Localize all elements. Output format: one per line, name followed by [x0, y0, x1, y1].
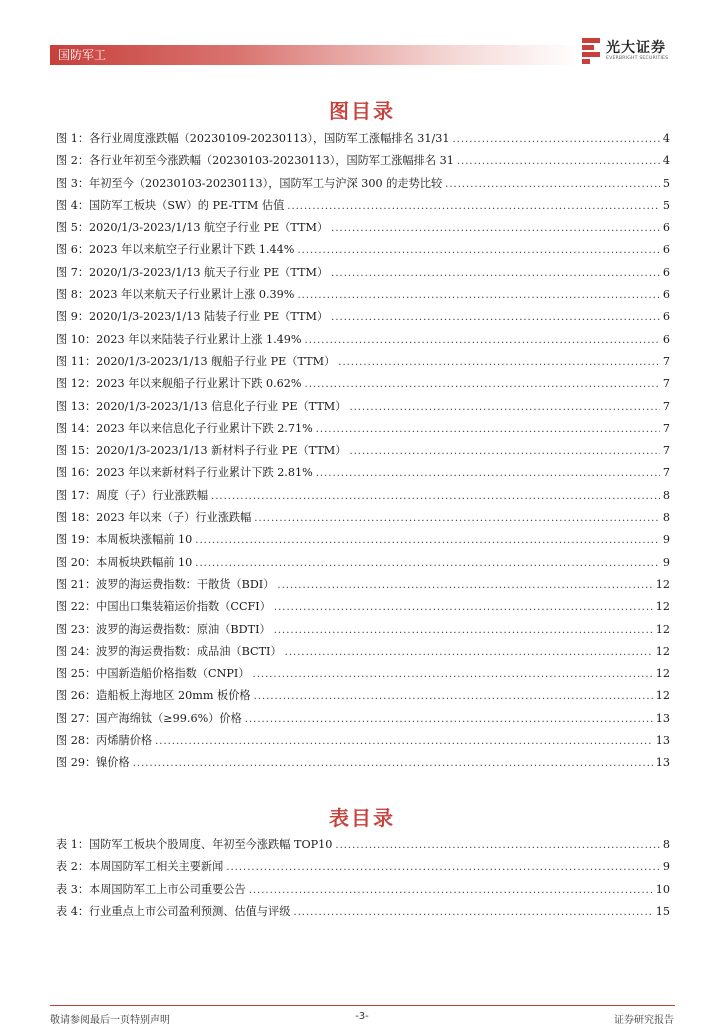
toc-entry-label: 图 12：2023 年以来舰船子行业累计下跌 0.62%	[56, 377, 302, 391]
header-band	[50, 45, 580, 65]
toc-dot-leader	[211, 491, 660, 502]
toc-entry-label: 表 3：本周国防军工上市公司重要公告	[56, 882, 246, 896]
toc-entry-label: 图 26：造船板上海地区 20mm 板价格	[56, 689, 251, 703]
toc-entry-page: 4	[662, 154, 670, 168]
toc-entry-page: 5	[662, 198, 670, 212]
toc-dot-leader	[253, 669, 653, 680]
section-tag: 国防军工	[58, 48, 107, 62]
toc-entry-page: 12	[655, 667, 670, 681]
toc-entry-label: 图 13：2020/1/3-2023/1/13 信息化子行业 PE（TTM）	[56, 399, 347, 413]
toc-entry-label: 图 10：2023 年以来陆装子行业累计上涨 1.49%	[56, 332, 302, 346]
toc-entry[interactable]	[56, 881, 670, 903]
toc-entry-page: 6	[662, 221, 670, 235]
toc-entry[interactable]	[56, 464, 670, 486]
figure-toc-list	[56, 130, 670, 777]
toc-entry[interactable]	[56, 858, 670, 880]
toc-dot-leader	[316, 424, 660, 435]
toc-entry-label: 图 4：国防军工板块（SW）的 PE-TTM 估值	[56, 198, 285, 212]
toc-dot-leader	[331, 223, 660, 234]
toc-entry[interactable]	[56, 903, 670, 925]
toc-entry-page: 15	[655, 904, 670, 918]
footer-divider	[50, 1005, 675, 1006]
toc-entry-page: 9	[662, 533, 670, 547]
toc-entry-label: 图 23：波罗的海运费指数：原油（BDTI）	[56, 622, 271, 636]
toc-entry-label: 图 29：镍价格	[56, 756, 130, 770]
toc-entry-page: 8	[662, 511, 670, 525]
toc-entry[interactable]	[56, 353, 670, 375]
toc-entry-page: 6	[662, 288, 670, 302]
toc-dot-leader	[249, 885, 653, 896]
toc-dot-leader	[305, 335, 660, 346]
toc-entry[interactable]	[56, 130, 670, 152]
toc-entry-page: 7	[662, 421, 670, 435]
toc-entry[interactable]	[56, 665, 670, 687]
toc-dot-leader	[226, 862, 660, 873]
toc-entry-label: 图 14：2023 年以来信息化子行业累计下跌 2.71%	[56, 421, 313, 435]
toc-entry-label: 表 1：国防军工板块个股周度、年初至今涨跌幅 TOP10	[56, 838, 333, 851]
toc-dot-leader	[293, 907, 652, 918]
toc-dot-leader	[316, 468, 660, 479]
toc-dot-leader	[274, 602, 653, 613]
toc-entry-label: 图 2：各行业年初至今涨跌幅（20230103-20230113），国防军工涨幅排名 31	[56, 154, 454, 168]
logo-name: 光大证券	[606, 40, 666, 56]
toc-dot-leader	[349, 402, 659, 413]
toc-entry[interactable]	[56, 531, 670, 553]
toc-entry-page: 8	[662, 838, 670, 851]
toc-entry[interactable]	[56, 621, 670, 643]
toc-entry[interactable]	[56, 331, 670, 353]
toc-dot-leader	[445, 179, 660, 190]
toc-entry-page: 7	[662, 466, 670, 480]
footer-report-type: 证券研究报告	[614, 1015, 674, 1026]
toc-entry-label: 图 1：各行业周度涨跌幅（20230109-20230113），国防军工涨幅排名 31/31	[56, 132, 450, 145]
toc-entry[interactable]	[56, 398, 670, 420]
toc-entry-page: 7	[662, 354, 670, 368]
toc-entry[interactable]	[56, 442, 670, 464]
toc-dot-leader	[285, 647, 653, 658]
toc-entry-page: 5	[662, 176, 670, 190]
toc-entry-page: 12	[655, 644, 670, 658]
toc-entry-label: 图 15：2020/1/3-2023/1/13 新材料子行业 PE（TTM）	[56, 444, 347, 458]
toc-entry-label: 图 18：2023 年以来（子）行业涨跌幅	[56, 511, 252, 525]
toc-entry[interactable]	[56, 286, 670, 308]
toc-entry-page: 12	[655, 689, 670, 703]
toc-entry-label: 图 8：2023 年以来航天子行业累计上涨 0.39%	[56, 288, 295, 302]
toc-dot-leader	[452, 134, 659, 145]
toc-dot-leader	[195, 535, 660, 546]
toc-entry-page: 6	[662, 310, 670, 324]
toc-entry-page: 9	[662, 860, 670, 874]
toc-entry-page: 9	[662, 555, 670, 569]
toc-dot-leader	[305, 379, 660, 390]
toc-entry[interactable]	[56, 241, 670, 263]
toc-entry-label: 图 9：2020/1/3-2023/1/13 陆装子行业 PE（TTM）	[56, 310, 329, 324]
toc-entry[interactable]	[56, 576, 670, 598]
toc-entry-page: 10	[655, 882, 670, 896]
toc-entry[interactable]	[56, 710, 670, 732]
toc-dot-leader	[245, 714, 653, 725]
toc-entry-label: 图 28：丙烯腈价格	[56, 734, 153, 748]
toc-entry[interactable]	[56, 420, 670, 442]
footer-disclaimer: 敬请参阅最后一页特别声明	[50, 1015, 170, 1026]
toc-entry-label: 图 17：周度（子）行业涨跌幅	[56, 488, 209, 502]
company-logo	[580, 37, 672, 67]
toc-dot-leader	[133, 758, 653, 769]
toc-dot-leader	[195, 558, 660, 569]
toc-entry[interactable]	[56, 308, 670, 330]
toc-dot-leader	[338, 357, 660, 368]
toc-dot-leader	[331, 312, 660, 323]
toc-entry-page: 12	[655, 622, 670, 636]
logo-subtitle: EVERBRIGHT SECURITIES	[606, 56, 669, 61]
toc-dot-leader	[331, 268, 660, 279]
toc-entry-page: 6	[662, 332, 670, 346]
toc-entry[interactable]	[56, 375, 670, 397]
toc-entry-page: 7	[662, 377, 670, 391]
toc-entry[interactable]	[56, 554, 670, 576]
toc-dot-leader	[277, 580, 652, 591]
toc-entry[interactable]	[56, 152, 670, 174]
toc-entry-page: 7	[662, 399, 670, 413]
toc-entry-label: 图 22：中国出口集装箱运价指数（CCFI）	[56, 600, 271, 614]
toc-entry[interactable]	[56, 487, 670, 509]
figure-toc-title: 图目录	[329, 99, 395, 123]
toc-dot-leader	[349, 446, 659, 457]
toc-entry-label: 图 20：本周板块跌幅前 10	[56, 555, 193, 569]
toc-entry-label: 图 21：波罗的海运费指数：干散货（BDI）	[56, 577, 275, 591]
toc-entry-label: 表 4：行业重点上市公司盈利预测、估值与评级	[56, 904, 291, 918]
footer-page-number: -3-	[355, 1011, 369, 1022]
logo-mark-icon	[580, 37, 602, 65]
toc-entry-label: 表 2：本周国防军工相关主要新闻	[56, 860, 224, 874]
toc-entry-label: 图 5：2020/1/3-2023/1/13 航空子行业 PE（TTM）	[56, 221, 329, 235]
toc-entry-label: 图 11：2020/1/3-2023/1/13 舰船子行业 PE（TTM）	[56, 354, 336, 368]
toc-entry-page: 4	[662, 132, 670, 145]
toc-entry[interactable]	[56, 754, 670, 776]
toc-entry[interactable]	[56, 732, 670, 754]
toc-entry-label: 图 27：国产海绵钛（≥99.6%）价格	[56, 711, 242, 725]
toc-entry[interactable]	[56, 197, 670, 219]
toc-entry-label: 图 25：中国新造船价格指数（CNPI）	[56, 667, 250, 681]
table-toc-title: 表目录	[329, 806, 395, 830]
toc-entry[interactable]	[56, 836, 670, 858]
toc-entry-page: 8	[662, 488, 670, 502]
toc-entry-label: 图 24：波罗的海运费指数：成品油（BCTI）	[56, 644, 282, 658]
toc-entry[interactable]	[56, 643, 670, 665]
toc-entry-label: 图 3：年初至今（20230103-20230113），国防军工与沪深 300 的走势比较	[56, 176, 443, 190]
toc-dot-leader	[155, 736, 653, 747]
toc-entry-page: 12	[655, 600, 670, 614]
table-toc-list	[56, 836, 670, 925]
toc-dot-leader	[297, 290, 659, 301]
toc-entry[interactable]	[56, 175, 670, 197]
toc-entry-page: 7	[662, 444, 670, 458]
toc-entry-page: 12	[655, 577, 670, 591]
toc-dot-leader	[457, 156, 660, 167]
toc-dot-leader	[335, 840, 659, 851]
toc-dot-leader	[297, 245, 659, 256]
toc-entry[interactable]	[56, 509, 670, 531]
toc-dot-leader	[287, 201, 660, 212]
toc-entry[interactable]	[56, 219, 670, 241]
toc-entry[interactable]	[56, 598, 670, 620]
toc-entry[interactable]	[56, 264, 670, 286]
toc-entry-page: 6	[662, 265, 670, 279]
toc-entry-page: 13	[655, 711, 670, 725]
toc-entry[interactable]	[56, 687, 670, 709]
toc-entry-label: 图 6：2023 年以来航空子行业累计下跌 1.44%	[56, 243, 295, 257]
toc-entry-label: 图 7：2020/1/3-2023/1/13 航天子行业 PE（TTM）	[56, 265, 329, 279]
toc-dot-leader	[274, 625, 653, 636]
toc-dot-leader	[254, 691, 653, 702]
toc-entry-page: 13	[655, 734, 670, 748]
toc-dot-leader	[254, 513, 660, 524]
toc-entry-label: 图 19：本周板块涨幅前 10	[56, 533, 193, 547]
toc-entry-page: 13	[655, 756, 670, 770]
toc-entry-page: 6	[662, 243, 670, 257]
toc-entry-label: 图 16：2023 年以来新材料子行业累计下跌 2.81%	[56, 466, 313, 480]
